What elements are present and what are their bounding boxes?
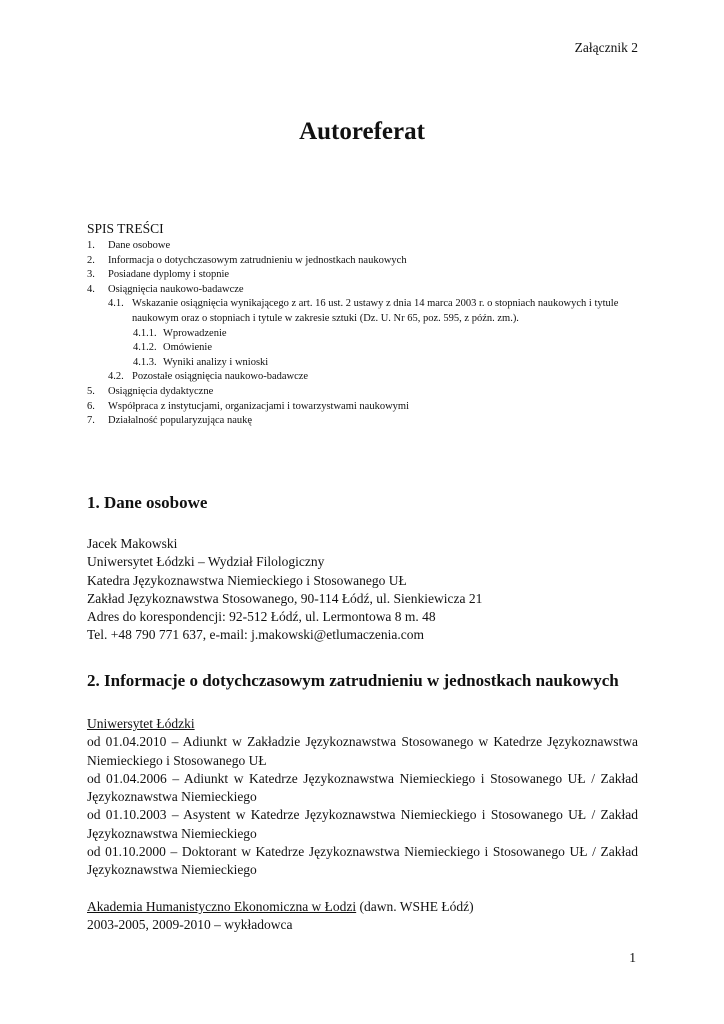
toc-item: 1. Dane osobowe — [87, 240, 171, 251]
person-name: Jacek Makowski — [87, 536, 178, 551]
section-heading-personal-data: 1. Dane osobowe — [87, 493, 208, 512]
correspondence-address: Adres do korespondencji: 92-512 Łódź, ul. Lermontowa 8 m. 48 — [87, 609, 436, 625]
toc-item: 7. Działalność popularyzująca naukę — [87, 415, 253, 427]
employment-entry: od 01.04.2010 – Adiunkt w Zakładzie Językoznawstwa Stosowanego w Katedrze Językoznawstwa Niemieckiego i Stosowanego UŁ — [87, 734, 638, 768]
employment-block — [87, 715, 638, 934]
university-faculty: Uniwersytet Łódzki – Wydział Filologiczny — [87, 554, 325, 570]
employer-name: Akademia Humanistyczno Ekonomiczna w Łodzi — [87, 898, 357, 914]
employment-entry: od 01.04.2006 – Adiunkt w Katedrze Językoznawstwa Niemieckiego i Stosowanego UŁ / Zakład Językoznawstwa Niemieckiego — [87, 770, 638, 805]
toc-item: 4.1.1. Wprowadzenie — [133, 327, 227, 339]
section-heading-employment: 2. Informacje o dotychczasowym zatrudnieniu w jednostkach naukowych — [87, 671, 619, 690]
toc-item: 3. Posiadane dyplomy i stopnie — [87, 269, 230, 281]
toc-item: 4. Osiągnięcia naukowo-badawcze — [87, 283, 244, 295]
toc-item: 4.2. Pozostałe osiągnięcia naukowo-badawcze — [108, 371, 309, 383]
toc-item: 4.1. Wskazanie osiągnięcia wynikającego z art. 16 ust. 2 ustawy z dnia 14 marca 2003 r. o stopniach naukowych i tytule naukowym oraz o stopniach i tytule w zakresie sztuki (Dz. U. Nr 65, poz. 595, z późn. zm.). — [108, 298, 619, 324]
document-title: Autoreferat — [299, 118, 425, 145]
unit-address: Zakład Językoznawstwa Stosowanego, 90-114 Łódź, ul. Sienkiewicza 21 — [87, 590, 483, 606]
table-of-contents — [87, 221, 647, 429]
page-number: 1 — [629, 950, 636, 965]
toc-item: 4.1.2. Omówienie — [133, 342, 212, 354]
employment-entry: 2003-2005, 2009-2010 – wykładowca — [87, 916, 293, 932]
toc-item: 2. Informacja o dotychczasowym zatrudnieniu w jednostkach naukowych — [87, 254, 407, 266]
toc-item: 4.1.3. Wyniki analizy i wnioski — [133, 356, 269, 368]
employment-entry: od 01.10.2003 – Asystent w Katedrze Językoznawstwa Niemieckiego i Stosowanego UŁ / Zakład Językoznawstwa Niemieckiego — [87, 807, 638, 841]
employment-entry: od 01.10.2000 – Doktorant w Katedrze Językoznawstwa Niemieckiego i Stosowanego UŁ / Zakład Językoznawstwa Niemieckiego — [87, 844, 638, 878]
toc-heading: SPIS TREŚCI — [87, 221, 164, 236]
toc-item: 6. Współpraca z instytucjami, organizacjami i towarzystwami naukowymi — [87, 400, 410, 412]
employer-name: Uniwersytet Łódzki — [87, 716, 195, 731]
contact-line: Tel. +48 790 771 637, e-mail: j.makowski@etlumaczenia.com — [87, 627, 425, 643]
employer-note: (dawn. WSHE Łódź) — [356, 898, 474, 914]
department: Katedra Językoznawstwa Niemieckiego i Stosowanego UŁ — [87, 572, 407, 588]
toc-item: 5. Osiągnięcia dydaktyczne — [87, 385, 214, 397]
employer-line — [87, 898, 638, 916]
personal-data-block — [87, 535, 638, 645]
attachment-label: Załącznik 2 — [574, 40, 638, 55]
